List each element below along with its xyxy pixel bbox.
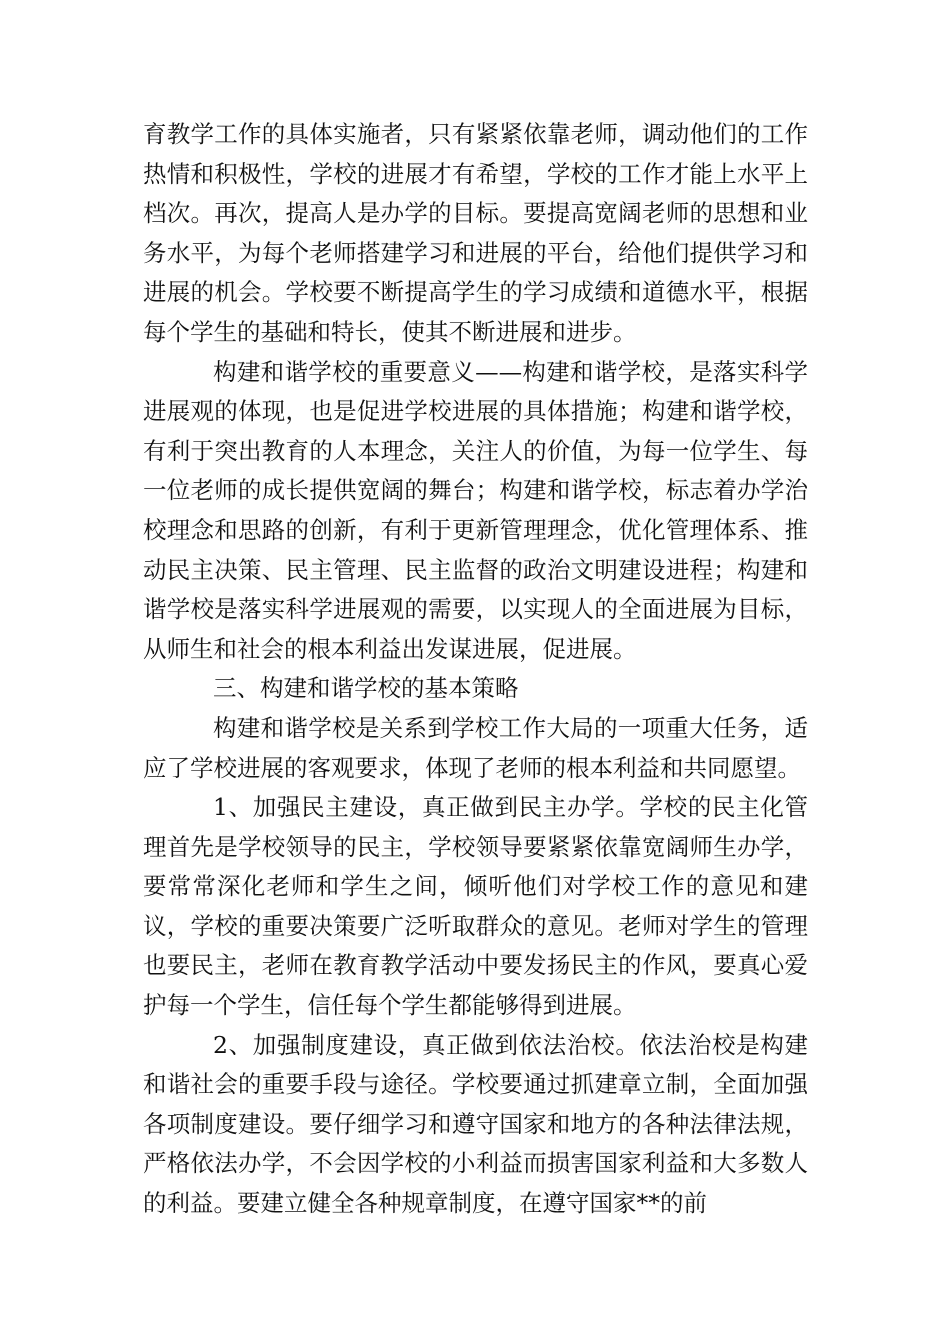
- paragraph-rule-of-law: 2、加强制度建设，真正做到依法治校。依法治校是构建和谐社会的重要手段与途径。学校要通过抓建章立制，全面加强各项制度建设。要仔细学习和遵守国家和地方的各种法律法规，严格依法办学，不会因学校的小利益而损害国家利益和大多数人的利益。要建立健全各种规章制度，在遵守国家**的前: [143, 1030, 808, 1218]
- document-body: [143, 115, 808, 1224]
- section-heading-strategies: 三、构建和谐学校的基本策略: [213, 674, 519, 703]
- paragraph-democracy: 1、加强民主建设，真正做到民主办学。学校的民主化管理首先是学校领导的民主，学校领导要紧紧依靠宽阔师生办学，要常常深化老师和学生之间，倾听他们对学校工作的意见和建议，学校的重要决策要广泛听取群众的意见。老师对学生的管理也要民主，老师在教育教学活动中要发扬民主的作风，要真心爱护每一个学生，信任每个学生都能够得到进展。: [143, 793, 808, 1020]
- paragraph-significance: 构建和谐学校的重要意义——构建和谐学校，是落实科学进展观的体现，也是促进学校进展的具体措施；构建和谐学校，有利于突出教育的人本理念，关注人的价值，为每一位学生、每一位老师的成长提供宽阔的舞台；构建和谐学校，标志着办学治校理念和思路的创新，有利于更新管理理念，优化管理体系、推动民主决策、民主管理、民主监督的政治文明建设进程；构建和谐学校是落实科学进展观的需要，以实现人的全面进展为目标，从师生和社会的根本利益出发谋进展，促进展。: [143, 357, 808, 663]
- paragraph-strategies-intro: 构建和谐学校是关系到学校工作大局的一项重大任务，适应了学校进展的客观要求，体现了老师的根本利益和共同愿望。: [143, 713, 808, 782]
- paragraph-continued: 育教学工作的具体实施者，只有紧紧依靠老师，调动他们的工作热情和积极性，学校的进展才有希望，学校的工作才能上水平上档次。再次，提高人是办学的目标。要提高宽阔老师的思想和业务水平，为每个老师搭建学习和进展的平台，给他们提供学习和进展的机会。学校要不断提高学生的学习成绩和道德水平，根据每个学生的基础和特长，使其不断进展和进步。: [143, 120, 808, 346]
